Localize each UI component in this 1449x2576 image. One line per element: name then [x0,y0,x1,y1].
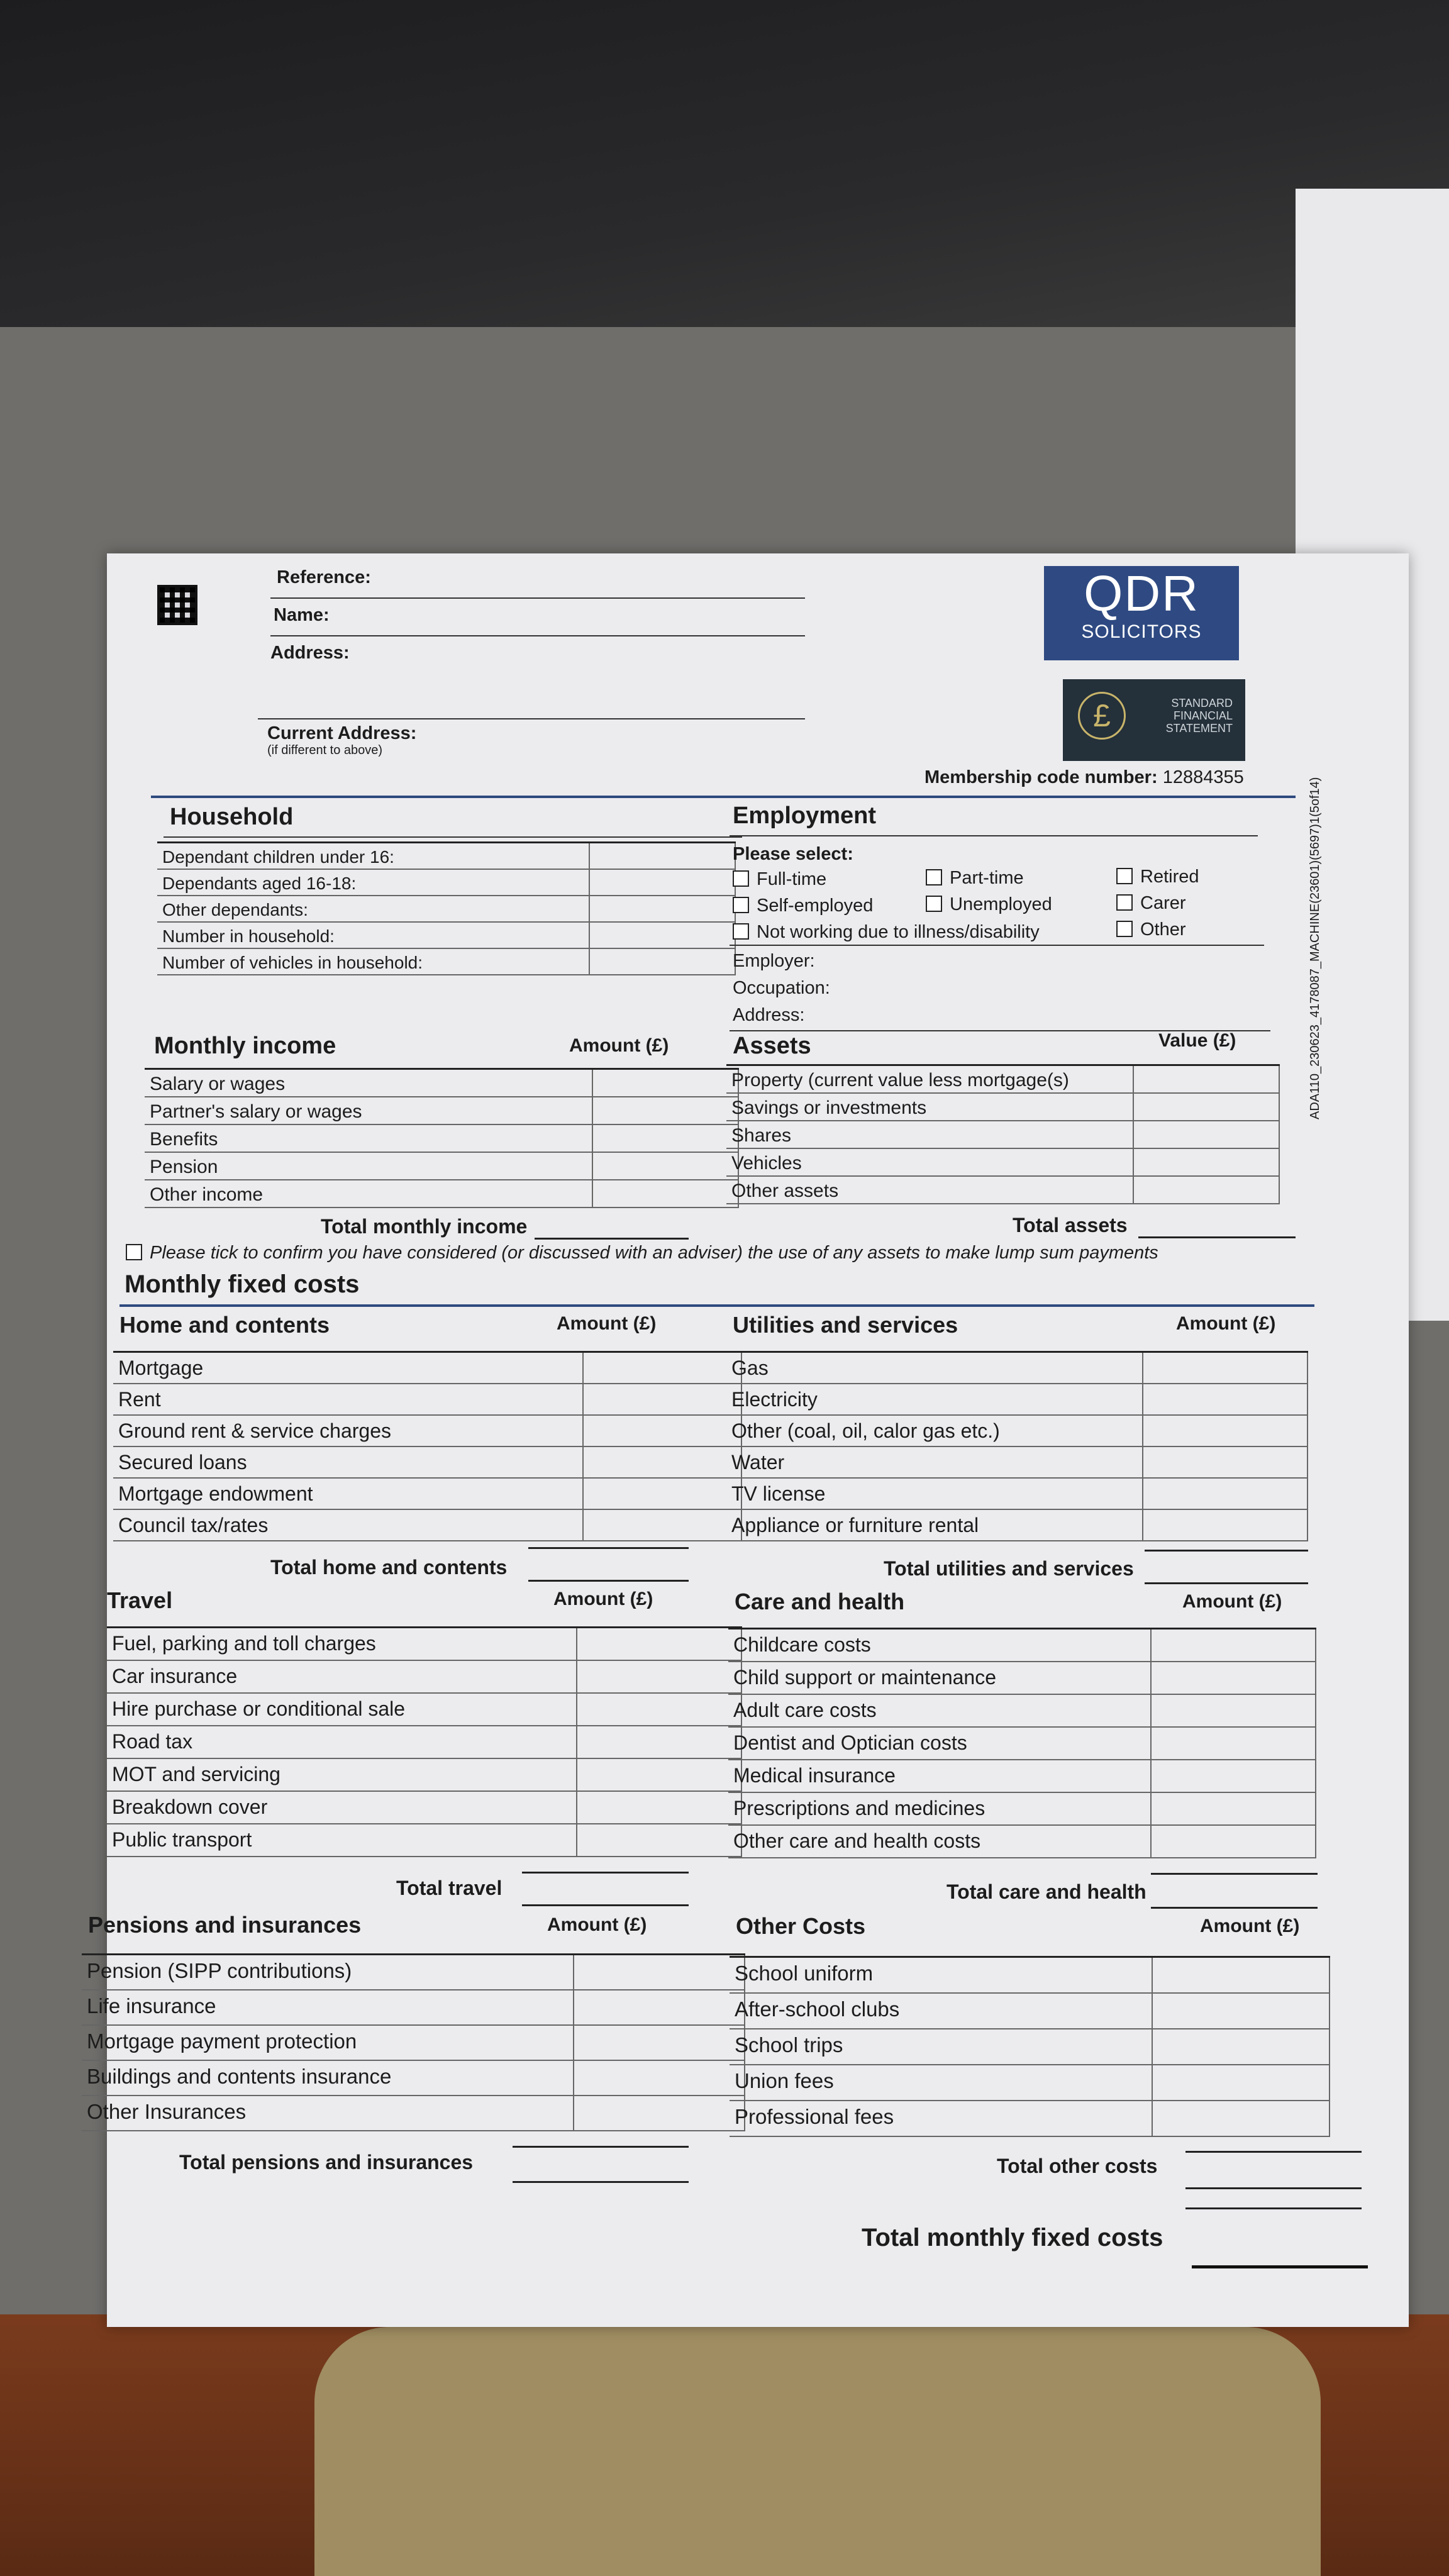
checkbox-icon[interactable] [926,896,942,912]
care-amount-header: Amount (£) [1182,1591,1282,1612]
row-label: Other assets [731,1180,839,1201]
table-row [728,1760,1316,1793]
travel-total-underline [522,1904,689,1906]
assets-table [726,1064,1280,1204]
amount-input[interactable] [1142,1479,1308,1509]
row-label: Vehicles [731,1153,802,1174]
row-label: TV license [731,1482,826,1505]
employment-divider [730,945,1264,946]
option-label: Not working due to illness/disability [757,922,1040,942]
amount-input[interactable] [576,1726,742,1758]
amount-input[interactable] [592,1153,739,1179]
table-row [107,1824,742,1857]
table-row [82,2096,745,2131]
option-carer[interactable] [1116,893,1186,914]
home-total-underline [528,1580,689,1582]
checkbox-icon[interactable] [126,1244,142,1260]
row-label: Road tax [112,1730,193,1753]
option-retired[interactable] [1116,867,1199,887]
amount-input[interactable] [1142,1353,1308,1383]
other-costs-total-field[interactable] [1185,2151,1362,2153]
value-input[interactable] [1133,1177,1280,1203]
other-costs-total-label: Total other costs [997,2155,1158,2177]
row-label: Appliance or furniture rental [731,1514,979,1536]
amount-input[interactable] [576,1694,742,1725]
row-label: Child support or maintenance [733,1666,997,1689]
badge-line-3: STATEMENT [1165,722,1233,735]
row-label: Childcare costs [733,1633,871,1656]
employer-field[interactable]: Employer: [733,951,815,971]
value-input[interactable] [1133,1066,1280,1092]
background-fabric [314,2327,1321,2576]
current-address-label: Current Address: [267,723,417,743]
amount-input[interactable] [1150,1695,1316,1726]
employment-prompt: Please select: [733,844,853,864]
table-row [107,1792,742,1824]
household-table [157,841,736,975]
row-label: School uniform [735,1962,874,1985]
assets-title: Assets [733,1033,811,1059]
amount-input[interactable] [582,1384,742,1414]
row-label: School trips [735,2033,843,2057]
name-field[interactable] [270,635,805,636]
table-row [145,1125,739,1153]
table-row [730,1994,1330,2029]
household-input[interactable] [589,949,736,974]
amount-input[interactable] [576,1792,742,1823]
row-label: Number in household: [162,926,335,946]
amount-input[interactable] [1152,1958,1330,1992]
option-label: Self-employed [757,896,874,916]
care-total-underline [1151,1907,1318,1909]
table-row [113,1510,742,1541]
row-label: Other dependants: [162,900,308,919]
standard-financial-statement-badge [1063,679,1245,761]
row-label: Council tax/rates [118,1514,269,1536]
row-label: Union fees [735,2069,834,2092]
income-title: Monthly income [154,1033,336,1059]
qr-code-icon [157,585,197,625]
table-row [82,1955,745,1990]
name-label: Name: [274,605,330,625]
membership-label: Membership code number: [924,767,1158,787]
household-input[interactable] [589,923,736,948]
table-row [145,1097,739,1125]
row-label: Gas [731,1357,769,1379]
amount-input[interactable] [576,1628,742,1660]
row-label: Fuel, parking and toll charges [112,1632,376,1655]
row-label: Other (coal, oil, calor gas etc.) [731,1419,1000,1442]
amount-input[interactable] [573,2096,745,2130]
row-label: Benefits [150,1129,218,1150]
amount-input[interactable] [573,1955,745,1989]
fixed-costs-title: Monthly fixed costs [125,1270,360,1298]
table-row [157,896,736,923]
row-label: Professional fees [735,2105,894,2128]
utilities-table [726,1351,1308,1541]
care-total-label: Total care and health [947,1880,1146,1903]
table-row [730,2101,1330,2137]
home-amount-header: Amount (£) [557,1313,657,1334]
pensions-total-underline [513,2181,689,2183]
table-row [728,1662,1316,1695]
table-row [107,1628,742,1661]
amount-input[interactable] [576,1661,742,1692]
checkbox-icon[interactable] [1116,894,1133,911]
table-row [730,2029,1330,2065]
row-label: Adult care costs [733,1699,877,1721]
travel-table [107,1626,742,1857]
care-table [728,1628,1316,1858]
assets-value-header: Value (£) [1158,1030,1236,1051]
household-input[interactable] [589,843,736,869]
row-label: Other income [150,1184,264,1205]
table-row [726,1149,1280,1177]
badge-line-2: FINANCIAL [1173,709,1233,722]
pensions-amount-header: Amount (£) [547,1914,647,1935]
background-dark-paper [0,0,1449,327]
amount-input[interactable] [592,1125,739,1152]
amount-input[interactable] [582,1510,742,1540]
table-row [113,1479,742,1510]
other-costs-amount-header: Amount (£) [1200,1916,1300,1936]
table-row [145,1153,739,1180]
amount-input[interactable] [576,1759,742,1790]
amount-input[interactable] [582,1447,742,1477]
table-row [82,2061,745,2096]
option-label: Unemployed [950,894,1052,914]
amount-input[interactable] [1142,1416,1308,1446]
option-self-employed[interactable] [733,896,873,916]
other-costs-title: Other Costs [736,1913,866,1939]
assets-total-label: Total assets [1013,1214,1128,1236]
utilities-amount-header: Amount (£) [1176,1313,1276,1334]
income-table [145,1068,739,1208]
employment-address-field[interactable]: Address: [733,1005,805,1025]
amount-input[interactable] [573,2026,745,2060]
travel-total-field[interactable] [522,1872,689,1874]
utilities-total-field[interactable] [1145,1550,1308,1552]
amount-input[interactable] [573,1990,745,2024]
home-total-field[interactable] [528,1547,689,1549]
option-label: Other [1140,919,1186,940]
badge-line-1: STANDARD [1171,697,1233,709]
checkbox-icon[interactable] [733,897,749,913]
table-row [726,1447,1308,1479]
row-label: Secured loans [118,1451,247,1474]
reference-label: Reference: [277,567,371,587]
home-total-label: Total home and contents [270,1556,508,1579]
pensions-total-label: Total pensions and insurances [179,2151,474,2174]
utilities-total-label: Total utilities and services [884,1557,1134,1580]
checkbox-icon[interactable] [1116,921,1133,937]
amount-input[interactable] [573,2061,745,2095]
amount-input[interactable] [592,1097,739,1124]
amount-input[interactable] [1142,1384,1308,1414]
amount-input[interactable] [576,1824,742,1856]
checkbox-icon[interactable] [926,869,942,886]
row-label: Car insurance [112,1665,238,1687]
table-row [157,923,736,949]
household-input[interactable] [589,870,736,895]
option-full-time[interactable] [733,869,826,890]
table-row [726,1384,1308,1416]
care-title: Care and health [735,1589,905,1614]
reference-field[interactable] [270,597,805,599]
row-label: Life insurance [87,1994,216,2018]
badge-text [1145,697,1233,735]
table-row [726,1121,1280,1149]
row-label: Mortgage endowment [118,1482,313,1505]
amount-input[interactable] [1142,1510,1308,1540]
table-row [728,1695,1316,1728]
table-row [728,1793,1316,1826]
pensions-total-field[interactable] [513,2146,689,2148]
row-label: Mortgage payment protection [87,2029,357,2053]
table-row [726,1094,1280,1121]
row-label: Property (current value less mortgage(s) [731,1070,1069,1091]
table-row [113,1353,742,1384]
table-row [107,1759,742,1792]
row-label: Partner's salary or wages [150,1101,362,1122]
table-row [107,1694,742,1726]
value-input[interactable] [1133,1149,1280,1175]
amount-input[interactable] [1152,2029,1330,2064]
income-total-label: Total monthly income [321,1215,528,1238]
table-row [726,1416,1308,1447]
table-row [107,1661,742,1694]
amount-input[interactable] [582,1353,742,1383]
employment-rule [730,835,1258,836]
row-label: Ground rent & service charges [118,1419,391,1442]
table-row [726,1066,1280,1094]
row-label: Savings or investments [731,1097,927,1118]
value-input[interactable] [1133,1121,1280,1148]
amount-input[interactable] [1150,1629,1316,1661]
row-label: Other care and health costs [733,1829,981,1852]
logo-title: QDR [1084,565,1199,621]
amount-input[interactable] [1150,1826,1316,1857]
sfs-emblem-icon: £ [1078,692,1126,740]
option-not-working[interactable] [733,922,1040,943]
row-label: Breakdown cover [112,1796,268,1818]
amount-input[interactable] [1152,1994,1330,2028]
table-row [157,843,736,870]
amount-input[interactable] [592,1070,739,1096]
row-label: Mortgage [118,1357,204,1379]
amount-input[interactable] [1150,1793,1316,1824]
table-row [726,1353,1308,1384]
table-row [113,1416,742,1447]
pensions-title: Pensions and insurances [88,1912,362,1938]
row-label: Dependants aged 16-18: [162,874,357,893]
travel-total-label: Total travel [396,1877,502,1899]
row-label: Shares [731,1125,792,1146]
address-label: Address: [270,643,350,663]
option-unemployed[interactable] [926,894,1052,915]
grand-total-field[interactable] [1192,2265,1368,2268]
option-label: Part-time [950,868,1024,888]
table-row [726,1510,1308,1541]
row-label: Buildings and contents insurance [87,2065,392,2088]
row-label: Salary or wages [150,1074,286,1094]
row-label: Pension [150,1157,218,1177]
amount-input[interactable] [1152,2101,1330,2136]
logo-subtitle: SOLICITORS [1081,621,1202,642]
option-label: Full-time [757,869,827,889]
amount-input[interactable] [582,1479,742,1509]
financial-statement-form [87,553,1409,2327]
travel-title: Travel [107,1587,173,1613]
header-divider [151,796,1296,798]
table-row [113,1384,742,1416]
utilities-title: Utilities and services [733,1312,958,1338]
option-label: Retired [1140,867,1199,887]
row-label: Rent [118,1388,161,1411]
income-amount-header: Amount (£) [569,1035,669,1056]
row-label: Pension (SIPP contributions) [87,1959,352,1982]
address-field[interactable] [258,718,805,719]
qdr-logo [1044,566,1239,660]
table-row [82,2026,745,2061]
income-total-field[interactable] [535,1238,689,1240]
membership-value: 12884355 [1162,767,1244,787]
other-costs-total-underline [1185,2187,1362,2189]
table-row [730,1958,1330,1994]
table-row [107,1726,742,1759]
table-row [726,1479,1308,1510]
table-row [145,1180,739,1208]
current-address-note: (if different to above) [267,743,383,757]
row-label: Dependant children under 16: [162,847,394,867]
utilities-total-underline [1145,1582,1308,1584]
table-row [145,1070,739,1097]
row-label: Hire purchase or conditional sale [112,1697,406,1720]
home-table [113,1351,742,1541]
table-row [82,1990,745,2026]
row-label: Number of vehicles in household: [162,953,423,972]
home-title: Home and contents [119,1312,330,1338]
travel-amount-header: Amount (£) [553,1589,653,1609]
checkbox-icon[interactable] [733,923,749,940]
option-label: Carer [1140,893,1186,913]
value-input[interactable] [1133,1094,1280,1120]
employment-title: Employment [733,802,877,829]
checkbox-icon[interactable] [1116,868,1133,884]
table-row [730,2065,1330,2101]
table-row [728,1728,1316,1760]
option-other[interactable] [1116,919,1186,940]
row-label: Electricity [731,1388,818,1411]
membership-code [924,767,1244,788]
assets-total-field[interactable] [1138,1236,1296,1238]
occupation-field[interactable]: Occupation: [733,978,830,998]
amount-input[interactable] [1152,2065,1330,2100]
row-label: Dentist and Optician costs [733,1731,967,1754]
row-label: Medical insurance [733,1764,896,1787]
fixed-costs-divider [119,1304,1314,1307]
table-row [728,1826,1316,1858]
row-label: Other Insurances [87,2100,247,2123]
table-row [726,1177,1280,1204]
other-costs-total-double-line [1185,2207,1362,2209]
table-row [728,1629,1316,1662]
amount-input[interactable] [1150,1760,1316,1792]
row-label: MOT and servicing [112,1763,280,1785]
table-row [157,949,736,975]
amount-input[interactable] [592,1180,739,1207]
grand-total-label: Total monthly fixed costs [862,2224,1163,2251]
table-row [157,870,736,896]
amount-input[interactable] [1150,1728,1316,1759]
confirm-text: Please tick to confirm you have considered (or discussed with an adviser) the use of any assets to make lump sum payments [150,1243,1158,1263]
household-input[interactable] [589,896,736,921]
household-rule [164,836,742,838]
row-label: Prescriptions and medicines [733,1797,985,1819]
checkbox-icon[interactable] [733,870,749,887]
pensions-table [82,1953,745,2131]
row-label: Water [731,1451,785,1474]
assets-confirm[interactable] [126,1243,1158,1263]
option-part-time[interactable] [926,868,1024,889]
amount-input[interactable] [582,1416,742,1446]
row-label: After-school clubs [735,1997,900,2021]
table-row [113,1447,742,1479]
household-title: Household [170,804,294,830]
other-costs-table [730,1956,1330,2137]
amount-input[interactable] [1142,1447,1308,1477]
amount-input[interactable] [1150,1662,1316,1694]
document-code: ADA110_230623_4178087_MACHINE(23601)(5697)1(5of14) [1308,777,1322,1119]
care-total-field[interactable] [1151,1873,1318,1875]
row-label: Public transport [112,1828,252,1851]
